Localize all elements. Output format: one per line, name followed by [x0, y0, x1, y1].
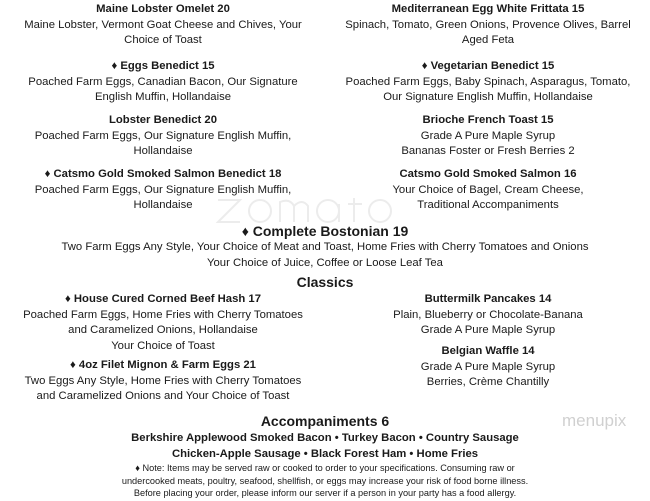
menu-item	[0, 167, 326, 214]
menu-item-description: Poached Farm Eggs, Baby Spinach, Asparagus, Tomato,	[345, 75, 631, 88]
menu-item-title: ♦ 4oz Filet Mignon & Farm Eggs 21	[70, 359, 256, 371]
accompaniments-title: Accompaniments 6	[260, 413, 390, 429]
accompaniment-line: Berkshire Applewood Smoked Bacon • Turkey Bacon • Country Sausage	[131, 432, 519, 444]
menu-item	[325, 2, 650, 49]
menu-item-description: English Muffin, Hollandaise	[94, 91, 232, 104]
menu-item-description: Poached Farm Eggs, Home Fries with Cherry Tomatoes	[23, 308, 303, 321]
menu-item-title: Catsmo Gold Smoked Salmon 16	[399, 168, 577, 180]
menu-item	[0, 2, 326, 49]
menu-item-title: ♦ Vegetarian Benedict 15	[421, 60, 555, 72]
allergy-note-line: ♦ Note: Items may be served raw or cooked to order to your specifications. Consuming raw or	[135, 463, 515, 474]
menu-item-description: Your Choice of Bagel, Cream Cheese,	[392, 183, 584, 196]
menu-item	[325, 167, 650, 214]
menupix-watermark: menupix	[562, 411, 627, 430]
menu-item-title: ♦ Complete Bostonian 19	[241, 223, 409, 239]
menu-item-title: Maine Lobster Omelet 20	[96, 3, 230, 15]
menu-item-description: Berries, Crème Chantilly	[426, 376, 550, 389]
menu-item-description: Two Farm Eggs Any Style, Your Choice of Meat and Toast, Home Fries with Cherry Tomatoes and Onions	[61, 241, 589, 253]
menu-item-description: Grade A Pure Maple Syrup	[420, 360, 556, 373]
menu-item	[325, 113, 650, 160]
menu-item-title: Brioche French Toast 15	[422, 114, 554, 126]
accompaniment-line: Chicken-Apple Sausage • Black Forest Ham • Home Fries	[171, 447, 479, 460]
menu-item	[0, 59, 326, 106]
menu-item	[0, 222, 650, 271]
menu-item-description: Two Eggs Any Style, Home Fries with Cherry Tomatoes	[24, 374, 302, 387]
menu-item-title: ♦ Catsmo Gold Smoked Salmon Benedict 18	[44, 168, 282, 180]
accompaniments-section	[0, 411, 650, 500]
menu-item-description: Poached Farm Eggs, Canadian Bacon, Our Signature	[28, 75, 298, 88]
menu-item-description: Poached Farm Eggs, Our Signature English Muffin,	[34, 183, 292, 196]
menu-item-description: and Caramelized Onions and Your Choice of Toast	[36, 390, 290, 403]
menu-item-description: Your Choice of Toast	[111, 339, 215, 352]
menu-item	[0, 358, 326, 405]
menu-item	[325, 292, 650, 339]
menu-item	[325, 344, 650, 391]
menu-item-description: Hollandaise	[133, 199, 193, 212]
menu-item-description: Grade A Pure Maple Syrup	[420, 324, 556, 337]
menu-item-title: ♦ House Cured Corned Beef Hash 17	[65, 293, 261, 305]
menu-item-description: Our Signature English Muffin, Hollandaise	[383, 91, 593, 104]
allergy-note-line: undercooked meats, poultry, seafood, shellfish, or eggs may increase your risk of food borne illness.	[121, 475, 529, 486]
menu-item	[325, 59, 650, 106]
menu-item-description: Choice of Toast	[124, 34, 202, 47]
menu-item-description: Grade A Pure Maple Syrup	[420, 129, 556, 142]
menu-item-description: and Caramelized Onions, Hollandaise	[68, 324, 258, 337]
menu-item-title: ♦ Eggs Benedict 15	[111, 60, 215, 72]
menu-item-description: Aged Feta	[461, 34, 515, 47]
menu-item-description: Bananas Foster or Fresh Berries 2	[401, 145, 575, 158]
menu-item-description: Traditional Accompaniments	[417, 199, 559, 212]
menu-item-title: Belgian Waffle 14	[441, 345, 535, 357]
menu-item-description: Spinach, Tomato, Green Onions, Provence Olives, Barrel	[345, 18, 631, 31]
menu-item-description: Plain, Blueberry or Chocolate-Banana	[393, 308, 583, 321]
menu-item-description: Your Choice of Juice, Coffee or Loose Leaf Tea	[207, 256, 443, 269]
classics-heading: Classics	[296, 274, 354, 290]
menu-item	[0, 113, 326, 160]
menu-item-description: Maine Lobster, Vermont Goat Cheese and Chives, Your	[24, 18, 302, 31]
menu-item-title: Buttermilk Pancakes 14	[424, 293, 552, 305]
menu-item	[0, 292, 326, 354]
menu-item-title: Mediterranean Egg White Frittata 15	[391, 3, 585, 15]
menu-item-title: Lobster Benedict 20	[109, 114, 217, 126]
menu-item-description: Hollandaise	[133, 145, 193, 158]
allergy-note-line: Before placing your order, please inform our server if a person in your party has a food allergy.	[133, 488, 517, 499]
menu-item-description: Poached Farm Eggs, Our Signature English Muffin,	[34, 129, 292, 142]
